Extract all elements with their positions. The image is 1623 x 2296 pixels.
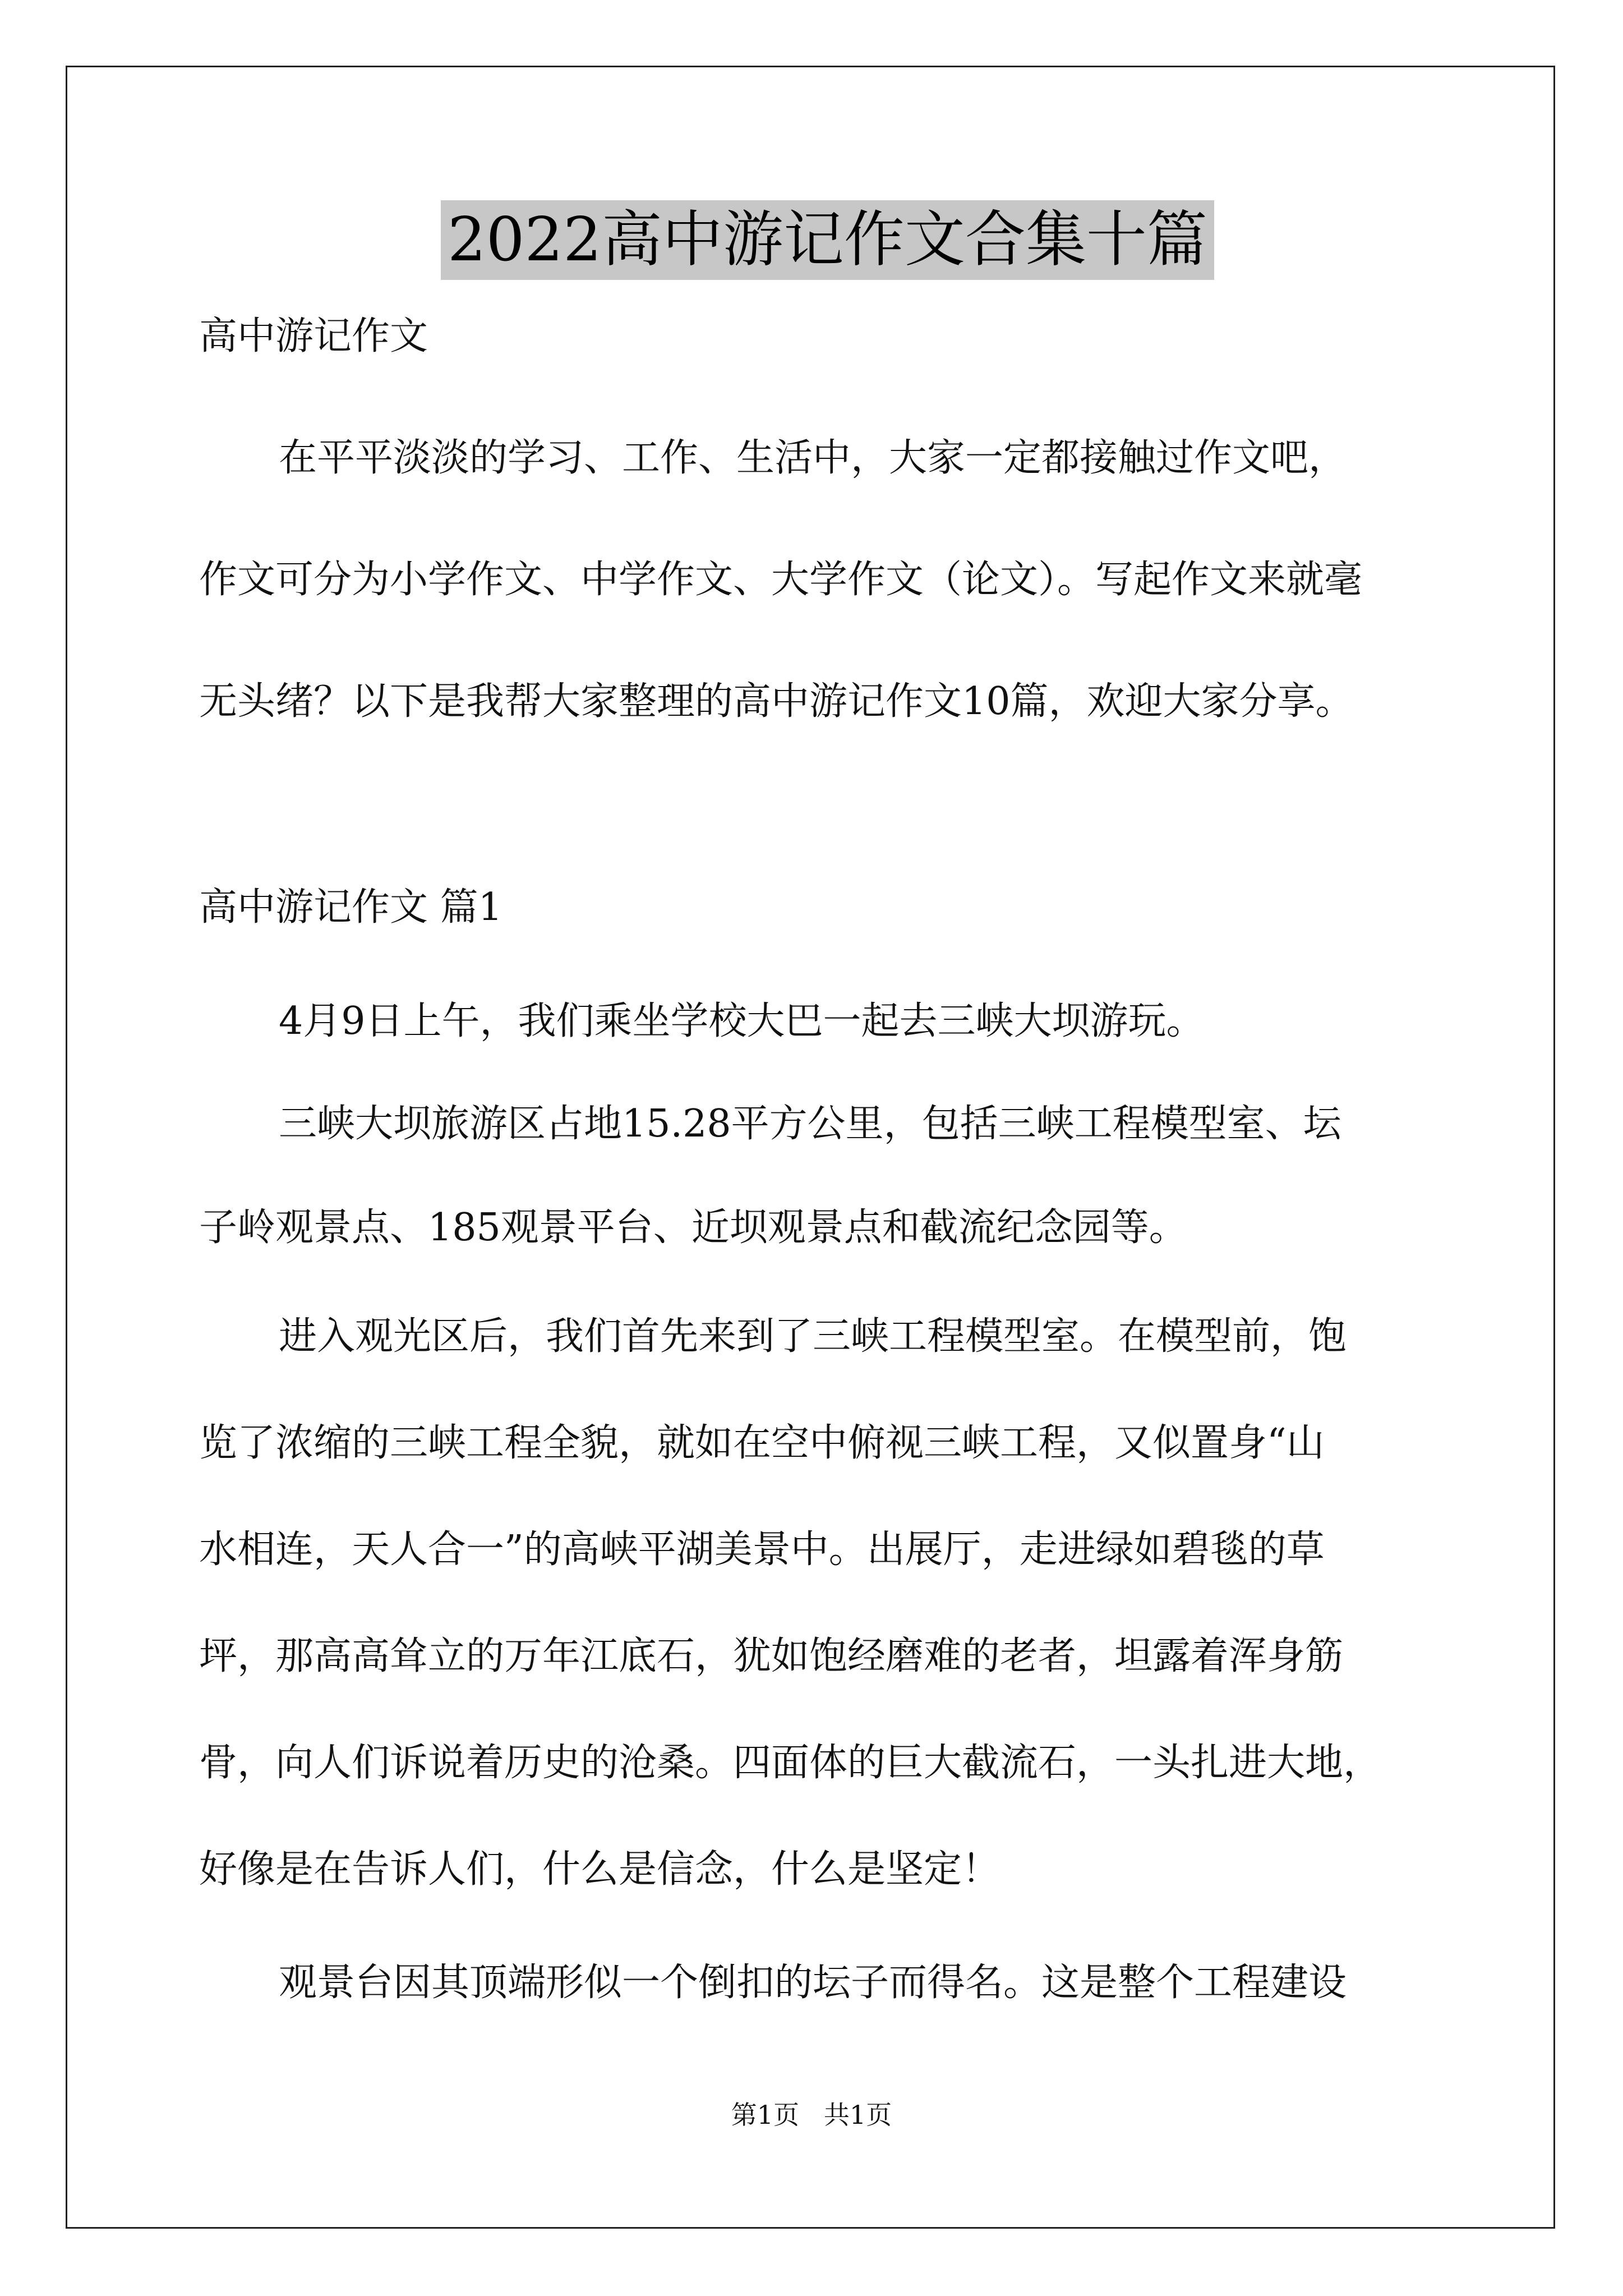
paragraph-line: 览了浓缩的三峡工程全貌，就如在空中俯视三峡工程，又似置身“山	[199, 1421, 1325, 1465]
page-border	[66, 66, 1555, 2229]
paragraph-line: 子岭观景点、185观景平台、近坝观景点和截流纪念园等。	[199, 1205, 1187, 1250]
paragraph-line: 坪，那高高耸立的万年江底石，犹如饱经磨难的老者，坦露着浑身筋	[199, 1634, 1344, 1678]
paragraph-line: 观景台因其顶端形似一个倒扣的坛子而得名。这是整个工程建设	[279, 1961, 1347, 2005]
section-heading: 高中游记作文 篇1	[199, 885, 502, 930]
section-heading: 高中游记作文	[199, 314, 428, 358]
paragraph-line: 三峡大坝旅游区占地15.28平方公里，包括三峡工程模型室、坛	[279, 1102, 1341, 1146]
paragraph-line: 水相连，天人合一”的高峡平湖美景中。出展厅，走进绿如碧毯的草	[199, 1527, 1325, 1572]
paragraph-line: 好像是在告诉人们，什么是信念，什么是坚定！	[199, 1847, 1000, 1892]
paragraph-line: 无头绪？以下是我帮大家整理的高中游记作文10篇，欢迎大家分享。	[199, 679, 1354, 724]
document-title: 2022高中游记作文合集十篇	[441, 200, 1214, 280]
paragraph-line: 4月9日上午，我们乘坐学校大巴一起去三峡大坝游玩。	[279, 999, 1205, 1043]
paragraph-line: 作文可分为小学作文、中学作文、大学作文（论文）。写起作文来就毫	[199, 558, 1363, 602]
paragraph-line: 骨，向人们诉说着历史的沧桑。四面体的巨大截流石，一头扎进大地，	[199, 1741, 1382, 1785]
paragraph-line: 进入观光区后，我们首先来到了三峡工程模型室。在模型前，饱	[279, 1314, 1347, 1359]
paragraph-line: 在平平淡淡的学习、工作、生活中，大家一定都接触过作文吧，	[279, 436, 1347, 480]
page-footer: 第1页 共1页	[731, 2100, 892, 2130]
